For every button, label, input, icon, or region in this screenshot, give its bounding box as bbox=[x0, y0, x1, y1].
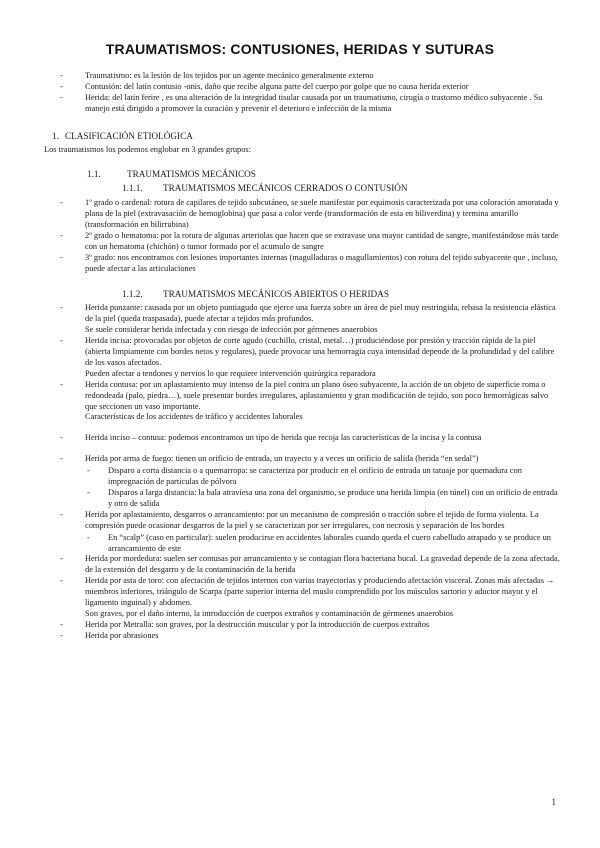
list-item-metralla: - Herida por Metralla: son graves, por la destrucción muscular y por la introducción de cuerpos extraños bbox=[40, 620, 560, 631]
section-title: CLASIFICACIÓN ETIOLÓGICA bbox=[65, 130, 193, 141]
page-number: 1 bbox=[551, 797, 556, 807]
incisa-note: Pueden afectar a tendones y nervios lo que requiere intervención quirúrgica reparadora bbox=[85, 368, 376, 378]
section-intro: Los traumatismos los podemos englobar en 3 grandes grupos: bbox=[44, 145, 252, 155]
list-item-abrasiones: - Herida por abrasiones bbox=[40, 631, 560, 642]
subsubsection-title: TRAUMATISMOS MECÁNICOS CERRADOS O CONTUSIÓN bbox=[163, 183, 408, 194]
sublist-item-corta-distancia: - Disparo a corta distancia o a quemarropa: se caracteriza por producir en el orificio de entrada un tatuaje por quemadura con impregnación de partículas de pólvora bbox=[85, 466, 560, 488]
list-item-incisa bbox=[40, 336, 560, 380]
closed-trauma-list bbox=[40, 198, 560, 274]
sublist-item-larga-distancia: - Disparos a larga distancia: la bala atraviesa una zona del organismo, se produce una herida limpia (en túnel) con un orificio de entrada y otro de salida bbox=[85, 488, 560, 510]
incisa-text: - Herida incisa: provocadas por objetos de corte agudo (cuchillo, cristal, metal…) produciéndose por presión y tracción rápida de la piel (abierta limpiamente con bordes netos y regulares), puede provocar una hemorragia cuya intensidad depende de la profundidad y del calibre de los vasos afectados. bbox=[85, 336, 555, 367]
list-item-tercer-grado: - 3º grado: nos encontramos con lesiones importantes internas (magulladuras o magullamientos) con rotura del tejido subyacente que , incluso, puede afectar a las articulaciones bbox=[40, 253, 560, 275]
list-item-contusa bbox=[40, 380, 560, 424]
list-item-punzante bbox=[40, 303, 560, 336]
list-item-asta-toro bbox=[40, 576, 560, 620]
section-number: 1. bbox=[52, 130, 59, 141]
list-item-inciso-contusa: - Herida inciso – contusa: podemos encontramos un tipo de herida que recoja las características de la incisa y la contusa bbox=[40, 433, 560, 444]
contusa-note: Características de los accidentes de tráfico y accidentes laborales bbox=[85, 412, 303, 422]
subsubsection-heading-abiertos bbox=[40, 289, 560, 300]
definitions-list bbox=[40, 71, 560, 115]
subsubsection-title: TRAUMATISMOS MECÁNICOS ABIERTOS O HERIDAS bbox=[163, 288, 389, 299]
subsubsection-heading-cerrados bbox=[40, 183, 560, 194]
subsubsection-number: 1.1.1. bbox=[122, 183, 143, 194]
subsubsection-number: 1.1.2. bbox=[122, 288, 143, 299]
aplastamiento-text: - Herida por aplastamiento, desgarros o arrancamiento: por un mecanismo de compresión o tracción sobre el tejido de forma violenta. La compresión puede ocasionar desgarros de la piel y se caracterizan por ser irregulares, con necrosis y separación de los bordes bbox=[85, 509, 539, 530]
asta-toro-note: Son graves, por el daño interno, la introducción de cuerpos extraños y contaminación de gérmenes anaerobios bbox=[85, 608, 454, 618]
arma-fuego-text: - Herida por arma de fuego: tienen un orificio de entrada, un trayecto y a veces un orificio de salida (herida “en sedal”) bbox=[85, 454, 479, 464]
sublist-item-scalp: - En “scalp” (caso en particular): suelen producirse en accidentes laborales cuando queda el cuero cabelludo atrapado y se produce un arrancamiento de este bbox=[85, 533, 560, 555]
asta-toro-text: - Herida por asta de toro: con afectación de tejidos internos con varias trayectorias y produciendo afectación visceral. Zonas más afectadas → miembros inferiores, triángulo de Scarpa (parte superior interna del muslo comprendido por los músculos sartorio y aductor mayor y el ligamento inguinal) y abdomen. bbox=[85, 576, 555, 608]
list-item-primer-grado: - 1º grado o cardenal: rotura de capilares de tejido subcutáneo, se suele manifestar por equimosis caracterizada por una coloración amoratada y plana de la piel (extravasación de hemoglobina) que pasa a color verde (transformación de esta en biliverdina) y termina amarillo (transformación en bilirrubina) bbox=[40, 198, 560, 231]
list-item-aplastamiento bbox=[40, 510, 560, 555]
definition-herida: - Herida: del latín ferire , es una alteración de la integridad tisular causada por un traumatismo, cirugía o trastorno médico subyacente . Su manejo está dirigido a promover la curación y prevenir el deterioro e infección de la misma bbox=[40, 93, 560, 115]
definition-contusion: - Contusión: del latín contusio -onis, daño que recibe alguna parte del cuerpo por golpe que no causa herida exterior bbox=[40, 82, 560, 93]
subsection-title: TRAUMATISMOS MECÁNICOS bbox=[127, 169, 256, 180]
list-item-arma-fuego bbox=[40, 454, 560, 510]
subsection-number: 1.1. bbox=[87, 169, 101, 180]
section-heading-clasificacion bbox=[40, 131, 560, 142]
contusa-text: - Herida contusa: por un aplastamiento muy intenso de la piel contra un plano óseo subyacente, la acción de un objeto de superficie roma o redondeada (palo, piedra…), suele presentar bordes irregulares, aplastamiento y gran modificación de tejido, son poco hemorrágicas salvo que seccionen un vaso importante. bbox=[85, 379, 549, 411]
punzante-note: Se suele considerar herida infectada y con riesgo de infección por gérmenes anaerobios bbox=[85, 325, 378, 335]
arma-fuego-sublist bbox=[85, 466, 560, 510]
list-item-segundo-grado: - 2º grado o hematoma: por la rotura de algunas arteriolas que hacen que se extravase una mayor cantidad de sangre, manifestándose más tarde con un hematoma (chichón) o tumor formado por el acumulo de sangre bbox=[40, 231, 560, 253]
punzante-text: - Herida punzante: causada por un objeto puntiagudo que ejerce una fuerza sobre un área de piel muy restringida, rebasa la resistencia elástica de la piel (queda traspasada), puede afectar a tejidos más profundos. bbox=[85, 303, 556, 324]
document-title: TRAUMATISMOS: CONTUSIONES, HERIDAS Y SUTURAS bbox=[105, 41, 495, 57]
aplastamiento-sublist bbox=[85, 533, 560, 555]
list-item-mordedura: - Herida por mordedura: suelen ser contusas por arrancamiento y se contagian flora bacteriana bucal. La gravedad depende de la zona afectada, de la extensión del desgarro y de la contaminación de la herida bbox=[40, 554, 560, 576]
open-trauma-list bbox=[40, 303, 560, 641]
subsection-heading-mecanicos bbox=[40, 169, 560, 180]
definition-traumatismo: - Traumatismo: es la lesión de los tejidos por un agente mecánico generalmente externo bbox=[40, 71, 560, 82]
